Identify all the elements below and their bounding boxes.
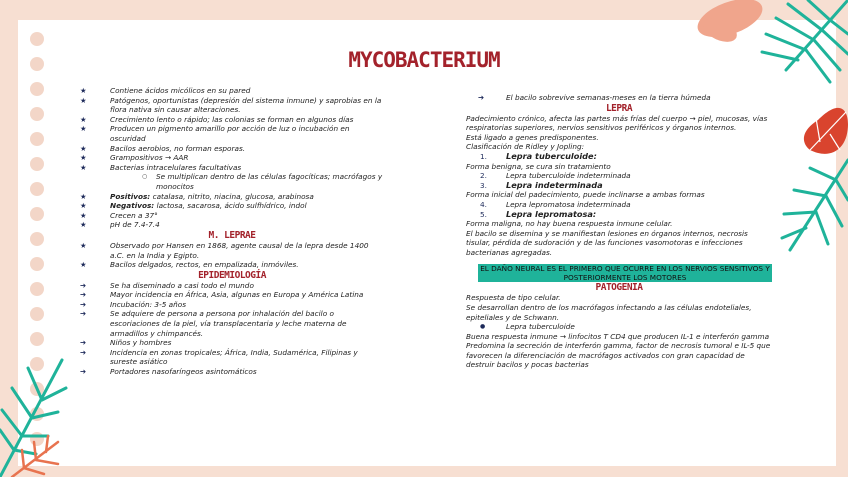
item-label: Lepra lepromatosa: xyxy=(506,208,597,219)
positivos-text: catalasa, nitrito, niacina, glucosa, arabinosa xyxy=(152,191,314,201)
item-label: Lepra indeterminada xyxy=(506,179,603,190)
list-item xyxy=(80,163,384,173)
arrow-bullet-icon: ➔ xyxy=(80,299,87,309)
numbered-item xyxy=(466,152,772,162)
dot-bullet-icon: ● xyxy=(480,323,486,331)
highlighted-statement: EL DAÑO NEURAL ES EL PRIMERO QUE OCURRE EN LOS NERVIOS SENSITIVOS Y POSTERIORMENTE LOS MOTORES xyxy=(478,264,772,283)
list-item-text: Crecen a 37° xyxy=(110,210,158,220)
arrow-bullet-icon: ➔ xyxy=(80,309,87,319)
list-item-text: Portadores nasofaríngeos asintomáticos xyxy=(110,367,257,377)
list-item xyxy=(466,93,772,103)
notebook-hole xyxy=(30,82,44,96)
star-bullet-icon: ★ xyxy=(80,201,87,211)
list-item-text: Bacilos delgados, rectos, en empalizada, inmóviles. xyxy=(110,260,299,270)
paragraph: Respuesta de tipo celular. xyxy=(466,293,561,303)
notebook-hole xyxy=(30,157,44,171)
notebook-hole xyxy=(30,107,44,121)
notebook-hole xyxy=(30,332,44,346)
list-item xyxy=(80,309,384,338)
star-bullet-icon: ★ xyxy=(80,86,87,95)
section-heading: EPIDEMIOLOGÍA xyxy=(198,269,266,281)
list-item-text: Incidencia en zonas tropicales; África, India, Sudamérica, Filipinas y sureste asiático xyxy=(110,347,358,367)
negativos-label: Negativos: xyxy=(110,201,155,211)
star-bullet-icon: ★ xyxy=(80,124,87,134)
sub-list-item-text: Lepra tuberculoide xyxy=(506,322,575,332)
list-item-text: Bacilos aerobios, no forman esporas. xyxy=(110,143,246,153)
notebook-hole xyxy=(30,307,44,321)
star-bullet-icon: ★ xyxy=(80,210,87,220)
list-item-text: Se adquiere de persona a persona por inhalación del bacilo o escoriaciones de la piel, vía transplacentaria y leche materna de armadillos y chimpancés. xyxy=(110,309,347,338)
item-label: Lepra lepromatosa indeterminada xyxy=(506,199,631,209)
paragraph: Clasificación de Ridley y Jopling: xyxy=(466,142,585,152)
paragraph: El bacilo se disemina y se manifiestan lesiones en órganos internos, necrosis tisular, pérdida de sudoración y de las funciones vasomotoras e infecciones bacterianas agregadas. xyxy=(466,228,748,257)
notebook-hole xyxy=(30,282,44,296)
list-item-text: Se ha diseminado a casi todo el mundo xyxy=(110,280,254,290)
paragraph: Padecimiento crónico, afecta las partes más frías del cuerpo → piel, mucosas, vías respiratorias superiores, nervios sensitivos periféricos y órganos internos. xyxy=(466,113,768,133)
section-heading: PATOGENIA xyxy=(595,282,643,294)
list-item-text: El bacilo sobrevive semanas-meses en la tierra húmeda xyxy=(506,93,711,102)
paragraph: Forma maligna, no hay buena respuesta inmune celular. xyxy=(466,219,673,229)
arrow-bullet-icon: ➔ xyxy=(80,280,87,290)
numbered-item xyxy=(466,181,772,191)
notebook-hole xyxy=(30,207,44,221)
paragraph: Está ligado a genes predisponentes. xyxy=(466,132,599,142)
star-bullet-icon: ★ xyxy=(80,143,87,153)
item-number: 4. xyxy=(480,199,487,209)
list-item xyxy=(80,241,384,260)
arrow-bullet-icon: ➔ xyxy=(80,338,87,348)
list-item-text: Patógenos, oportunistas (depresión del sistema inmune) y saprobias en la flora nativa sin causar alteraciones. xyxy=(110,95,382,115)
list-item xyxy=(80,300,384,310)
section-heading: M. LEPRAE xyxy=(208,229,256,241)
arrow-bullet-icon: ➔ xyxy=(80,367,87,377)
positivos-label: Positivos: xyxy=(110,191,151,201)
list-item xyxy=(80,211,384,221)
left-column xyxy=(80,86,384,377)
list-item-text: Niños y hombres xyxy=(110,338,172,348)
section-heading: LEPRA xyxy=(605,102,633,114)
list-item xyxy=(80,201,384,211)
list-item xyxy=(80,153,384,163)
list-item xyxy=(80,124,384,143)
star-bullet-icon: ★ xyxy=(80,191,87,201)
sub-list-item-text: Se multiplican dentro de las células fagocíticas; macrófagos y monocitos xyxy=(156,172,383,191)
list-item xyxy=(80,86,384,96)
notebook-hole xyxy=(30,132,44,146)
list-item-text: Producen un pigmento amarillo por acción de luz o incubación en oscuridad xyxy=(110,124,350,143)
notebook-hole xyxy=(30,182,44,196)
item-number: 3. xyxy=(480,180,487,190)
arrow-bullet-icon: ➔ xyxy=(80,290,87,300)
list-item xyxy=(80,96,384,115)
negativos-text: lactosa, sacarosa, ácido sulfhídrico, indol xyxy=(156,201,307,211)
list-item xyxy=(80,260,384,270)
list-item-text: Observado por Hansen en 1868, agente causal de la lepra desde 1400 a.C. en la India y Egipto. xyxy=(110,240,369,260)
star-bullet-icon: ★ xyxy=(80,260,87,270)
arrow-bullet-icon: ➔ xyxy=(478,93,485,102)
notebook-hole xyxy=(30,32,44,46)
star-bullet-icon: ★ xyxy=(80,153,87,163)
sub-list-item xyxy=(466,322,772,332)
list-item xyxy=(80,281,384,291)
list-item-text: Incubación: 3-5 años xyxy=(110,299,187,309)
paragraph: Se desarrollan dentro de los macrófagos infectando a las células endoteliales, epiteliales y de Schwann. xyxy=(466,302,752,322)
list-item xyxy=(80,144,384,154)
list-item xyxy=(80,348,384,367)
paragraph: Forma inicial del padecimiento, puede inclinarse a ambas formas xyxy=(466,190,705,200)
notebook-hole xyxy=(30,257,44,271)
list-item-text: Crecimiento lento o rápido; las colonias se forman en algunos días xyxy=(110,114,354,124)
right-column xyxy=(466,93,772,370)
numbered-item xyxy=(466,210,772,220)
list-item-text: pH de 7.4-7.4 xyxy=(110,220,160,230)
star-bullet-icon: ★ xyxy=(80,95,87,105)
star-bullet-icon: ★ xyxy=(80,240,87,250)
palm-leaf-corner-icon xyxy=(0,347,90,477)
list-item xyxy=(80,220,384,230)
list-item xyxy=(80,338,384,348)
list-item-text: Mayor incidencia en África, Asia, algunas en Europa y América Latina xyxy=(110,290,364,300)
list-item xyxy=(80,115,384,125)
paragraph: Buena respuesta inmune → linfocitos T CD4 que producen IL-1 e interferón gamma xyxy=(466,331,770,341)
list-item-text: Grampositivos → AAR xyxy=(110,153,189,163)
sub-list-item xyxy=(80,172,384,191)
circle-bullet-icon: ○ xyxy=(142,173,148,181)
notebook-hole xyxy=(30,232,44,246)
page-title: MYCOBACTERIUM xyxy=(348,48,500,72)
list-item-text: Bacterias intracelulares facultativas xyxy=(110,162,242,172)
list-item xyxy=(80,367,384,377)
item-number: 5. xyxy=(480,209,487,219)
star-bullet-icon: ★ xyxy=(80,162,87,172)
arrow-bullet-icon: ➔ xyxy=(80,347,87,357)
list-item-text: Contiene ácidos micólicos en su pared xyxy=(110,86,251,95)
list-item xyxy=(80,192,384,202)
list-item xyxy=(80,290,384,300)
paragraph: Forma benigna, se cura sin tratamiento xyxy=(466,161,611,171)
star-bullet-icon: ★ xyxy=(80,114,87,124)
paragraph: Predomina la secreción de interferón gamma, factor de necrosis tumoral e IL-5 que favorecen la diferenciación de macrófagos activados con gran capacidad de destruir bacilos y pocas bacterias xyxy=(466,341,771,370)
item-number: 1. xyxy=(480,151,487,161)
item-number: 2. xyxy=(480,171,487,181)
star-bullet-icon: ★ xyxy=(80,220,87,230)
item-label: Lepra tuberculoide: xyxy=(506,150,597,161)
item-label: Lepra tuberculoide indeterminada xyxy=(506,171,631,181)
